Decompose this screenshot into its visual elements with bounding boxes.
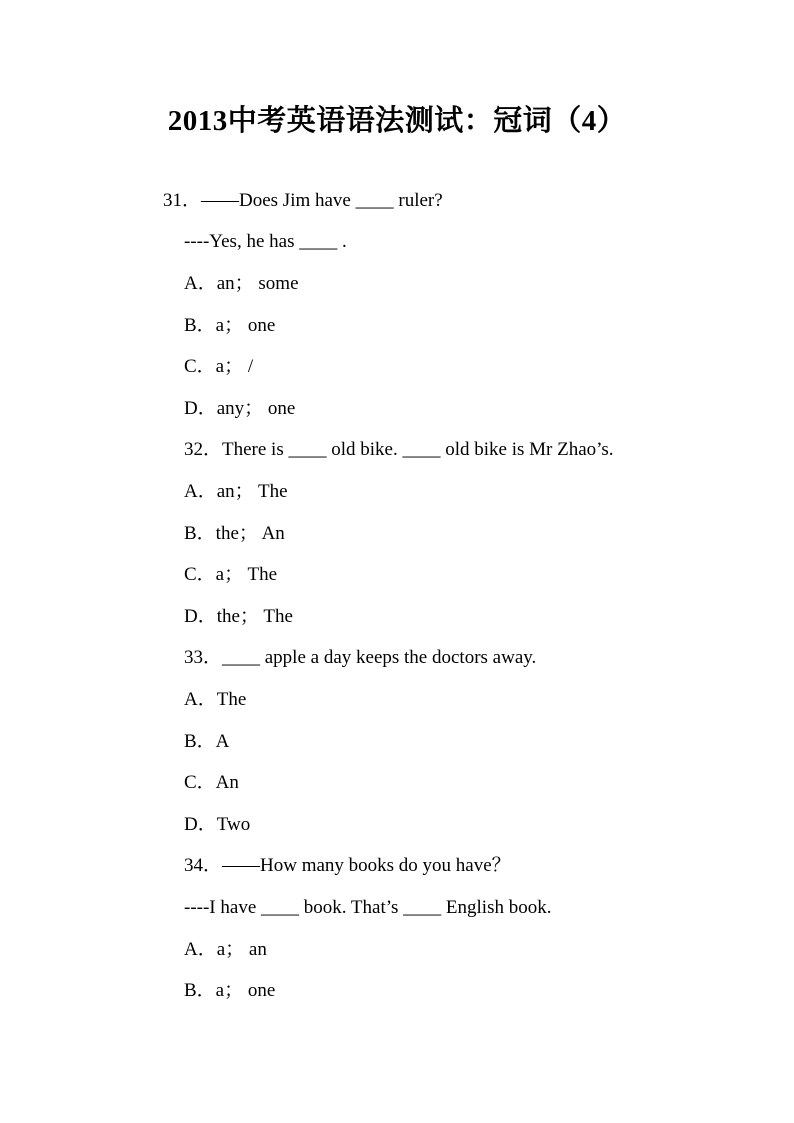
question-31-response: ----Yes, he has ____ . [184,231,347,252]
option-33-a: A．The [184,689,247,710]
option-31-b: B．a； one [184,315,276,336]
question-34-response: ----I have ____ book. That’s ____ English book. [184,897,552,918]
option-31-a: A．an； some [184,273,299,294]
question-33-stem: 33．____ apple a day keeps the doctors away. [184,647,537,668]
option-33-b: B．A [184,731,230,752]
option-32-b: B．the； An [184,523,285,544]
option-32-d: D．the； The [184,606,293,627]
question-34-stem: 34．——How many books do you have？ [184,855,511,876]
question-31-stem: 31．——Does Jim have ____ ruler? [163,190,443,211]
option-34-a: A．a； an [184,939,267,960]
option-34-b: B．a； one [184,980,276,1001]
option-31-c: C．a； / [184,356,254,377]
option-31-d: D．any； one [184,398,296,419]
option-33-d: D．Two [184,814,251,835]
option-33-c: C．An [184,772,239,793]
option-32-a: A．an； The [184,481,288,502]
question-32-stem: 32．There is ____ old bike. ____ old bike is Mr Zhao’s. [184,439,614,460]
page-title: 2013中考英语语法测试：冠词（4） [167,105,627,137]
option-32-c: C．a； The [184,564,278,585]
